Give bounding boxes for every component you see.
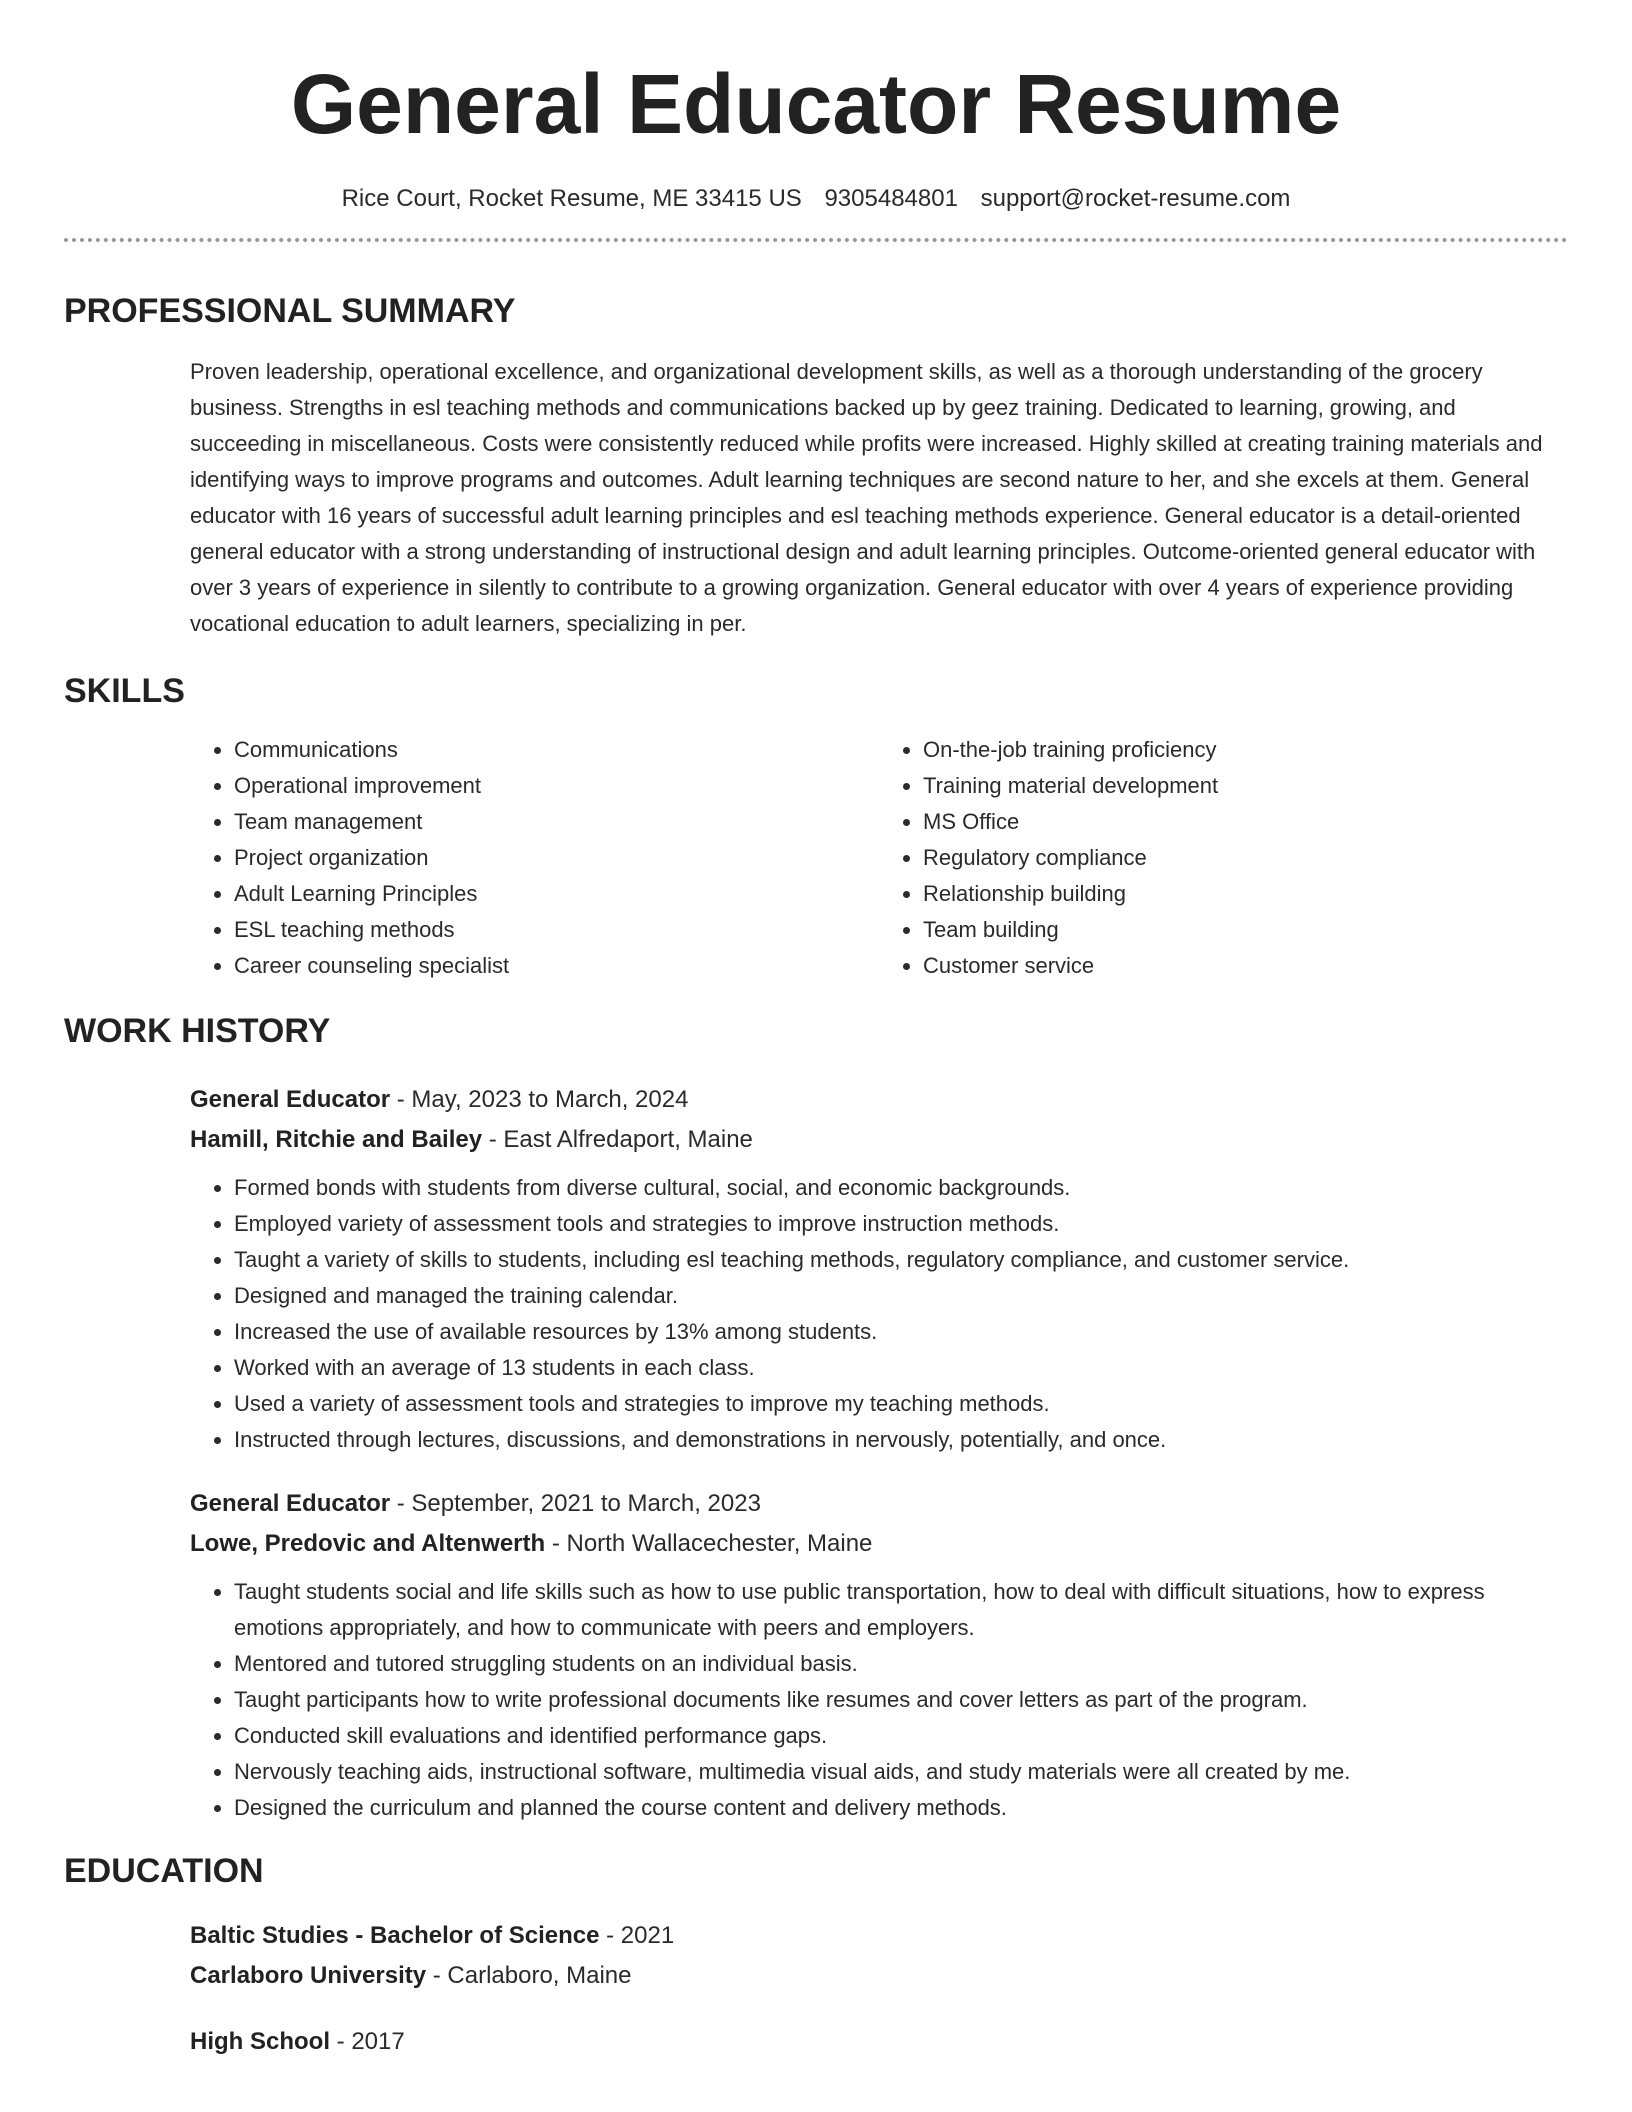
education-heading: EDUCATION <box>64 1852 264 1890</box>
skill-item: • Adult Learning Principles <box>234 876 879 912</box>
education-year: - 2021 <box>599 1922 675 1949</box>
job-bullet: • Nervously teaching aids, instructional software, multimedia visual aids, and study materials were all created by me. <box>234 1754 1568 1790</box>
job-bullet: • Used a variety of assessment tools and strategies to improve my teaching methods. <box>234 1386 1568 1422</box>
job-location: - East Alfredaport, Maine <box>482 1126 753 1153</box>
job-company-line <box>190 1120 1568 1160</box>
job-bullet: • Increased the use of available resources by 13% among students. <box>234 1314 1568 1350</box>
education-entry <box>190 2022 1568 2062</box>
job-company: Hamill, Ritchie and Bailey <box>190 1126 483 1153</box>
skill-item: • Customer service <box>923 948 1568 984</box>
skill-item: • Project organization <box>234 840 879 876</box>
skill-item: • On-the-job training proficiency <box>923 732 1568 768</box>
education-degree-line <box>190 1916 1568 1956</box>
job-company: Lowe, Predovic and Altenwerth <box>190 1530 546 1557</box>
job-bullets <box>190 1574 1568 1826</box>
summary-text: Proven leadership, operational excellence, and organizational development skills, as well as a thorough understanding of the grocery business. Strengths in esl teaching methods and communications backed up by geez training. Dedicated to learning, growing, and succeeding in miscellaneous. Costs were consistently reduced while profits were increased. Highly skilled at creating training materials and identifying ways to improve programs and outcomes. Adult learning techniques are second nature to her, and she excels at them. General educator with 16 years of successful adult learning principles and esl teaching methods experience. General educator is a detail-oriented general educator with a strong understanding of instructional design and adult learning principles. Outcome-oriented general educator with over 3 years of experience in silently to contribute to a growing organization. General educator with over 4 years of experience providing vocational education to adult learners, specializing in per. <box>190 359 1543 636</box>
education-degree: Baltic Studies - Bachelor of Science <box>190 1922 600 1949</box>
job-bullet: • Worked with an average of 13 students in each class. <box>234 1350 1568 1386</box>
job-bullet: • Conducted skill evaluations and identified performance gaps. <box>234 1718 1568 1754</box>
header-divider <box>64 238 1568 242</box>
skill-item: • Relationship building <box>923 876 1568 912</box>
job-bullet: • Designed and managed the training calendar. <box>234 1278 1568 1314</box>
job-bullet: • Mentored and tutored struggling students on an individual basis. <box>234 1646 1568 1682</box>
job-bullet: • Formed bonds with students from diverse cultural, social, and economic backgrounds. <box>234 1170 1568 1206</box>
job-title: General Educator <box>190 1490 391 1517</box>
job-company-line <box>190 1524 1568 1564</box>
job-bullet: • Instructed through lectures, discussions, and demonstrations in nervously, potentially, and once. <box>234 1422 1568 1458</box>
skill-item: • Operational improvement <box>234 768 879 804</box>
job-dates: - September, 2021 to March, 2023 <box>390 1490 761 1517</box>
job-dates: - May, 2023 to March, 2024 <box>390 1086 689 1113</box>
job-bullet: • Taught a variety of skills to students, including esl teaching methods, regulatory compliance, and customer service. <box>234 1242 1568 1278</box>
summary-heading: PROFESSIONAL SUMMARY <box>64 292 516 330</box>
skills-column-left <box>190 732 879 984</box>
work-history-heading: WORK HISTORY <box>64 1012 331 1050</box>
education-school: Carlaboro University <box>190 1962 427 1989</box>
contact-address: Rice Court, Rocket Resume, ME 33415 US <box>341 185 802 212</box>
resume-title: General Educator Resume <box>290 57 1342 151</box>
contact-phone: 9305484801 <box>824 185 958 212</box>
contact-line <box>64 182 1568 216</box>
job-entry <box>190 1080 1568 1458</box>
job-title: General Educator <box>190 1086 391 1113</box>
skill-item: • Team management <box>234 804 879 840</box>
skills-heading: SKILLS <box>64 672 185 710</box>
job-bullet: • Designed the curriculum and planned the course content and delivery methods. <box>234 1790 1568 1826</box>
skill-item: • MS Office <box>923 804 1568 840</box>
job-title-line <box>190 1080 1568 1120</box>
skill-item: • Team building <box>923 912 1568 948</box>
job-bullet: • Taught students social and life skills such as how to use public transportation, how to deal with difficult situations, how to express emotions appropriately, and how to communicate with peers and employers. <box>234 1574 1568 1646</box>
skill-item: • Communications <box>234 732 879 768</box>
job-entry <box>190 1484 1568 1826</box>
skill-item: • Regulatory compliance <box>923 840 1568 876</box>
job-bullet: • Employed variety of assessment tools and strategies to improve instruction methods. <box>234 1206 1568 1242</box>
education-location: - Carlaboro, Maine <box>426 1962 632 1989</box>
education-entry <box>190 1916 1568 1996</box>
skills-list <box>190 732 1568 984</box>
contact-email[interactable]: support@rocket-resume.com <box>980 185 1291 212</box>
skill-item: • Career counseling specialist <box>234 948 879 984</box>
education-degree-line <box>190 2022 1568 2062</box>
job-bullet: • Taught participants how to write professional documents like resumes and cover letters as part of the program. <box>234 1682 1568 1718</box>
education-school-line <box>190 1956 1568 1996</box>
job-title-line <box>190 1484 1568 1524</box>
education-degree: High School <box>190 2028 330 2055</box>
skill-item: • Training material development <box>923 768 1568 804</box>
skills-column-right <box>879 732 1568 984</box>
job-bullets <box>190 1170 1568 1458</box>
skill-item: • ESL teaching methods <box>234 912 879 948</box>
education-year: - 2017 <box>330 2028 405 2055</box>
job-location: - North Wallacechester, Maine <box>545 1530 873 1557</box>
